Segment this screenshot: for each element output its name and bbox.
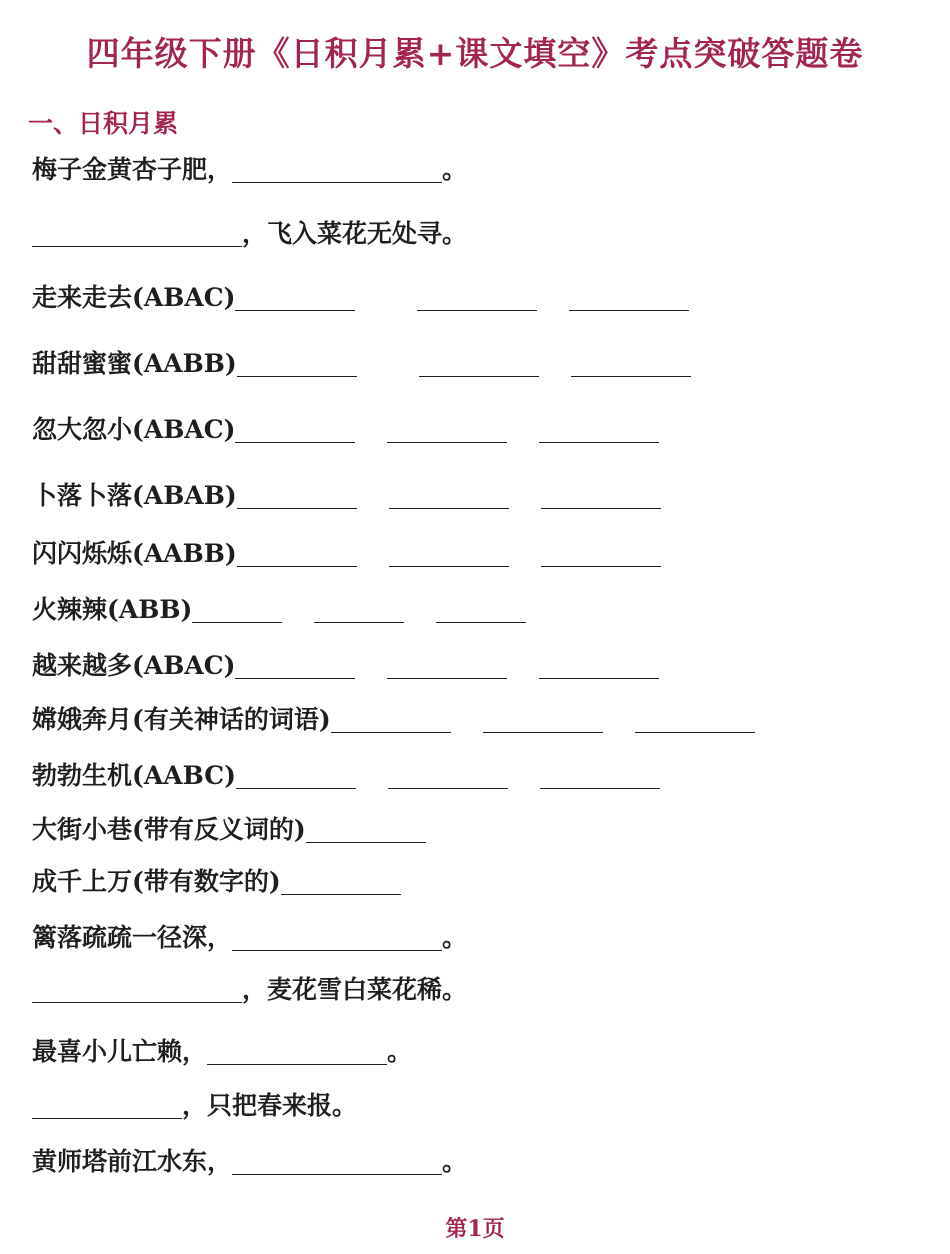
answer-blank[interactable] xyxy=(540,762,660,789)
question-line xyxy=(32,650,659,682)
answer-blank[interactable] xyxy=(192,596,282,623)
question-text: 越来越多(ABAC) xyxy=(32,651,236,680)
question-text: 黄师塔前江水东， xyxy=(32,1147,233,1176)
question-line xyxy=(32,760,660,792)
answer-blank[interactable] xyxy=(235,652,355,679)
question-line xyxy=(32,1036,412,1068)
answer-blank[interactable] xyxy=(417,284,537,311)
answer-blank[interactable] xyxy=(331,706,451,733)
question-text: 闪闪烁烁(AABB) xyxy=(32,539,237,568)
question-line xyxy=(32,218,467,250)
answer-blank[interactable] xyxy=(232,1148,442,1175)
answer-blank[interactable] xyxy=(387,416,507,443)
answer-blank[interactable] xyxy=(569,284,689,311)
question-line xyxy=(32,282,689,314)
question-text: 甜甜蜜蜜(AABB) xyxy=(32,349,237,378)
question-line xyxy=(32,974,467,1006)
answer-blank[interactable] xyxy=(32,220,242,247)
answer-blank[interactable] xyxy=(483,706,603,733)
question-line xyxy=(32,348,691,380)
question-text: 勃勃生机(AABC) xyxy=(32,761,236,790)
page-number: 第1页 xyxy=(445,1216,505,1242)
question-text: 最喜小儿亡赖， xyxy=(32,1037,208,1066)
question-line xyxy=(32,922,467,954)
question-text-after: ，麦花雪白菜花稀。 xyxy=(242,975,468,1004)
section-heading: 一、日积月累 xyxy=(28,109,179,138)
question-line xyxy=(32,154,467,186)
answer-blank[interactable] xyxy=(237,350,357,377)
answer-blank[interactable] xyxy=(232,156,442,183)
answer-blank[interactable] xyxy=(32,1092,182,1119)
answer-blank[interactable] xyxy=(306,816,426,843)
question-text: 大街小巷(带有反义词的) xyxy=(32,815,306,844)
question-text: 卜落卜落(ABAB) xyxy=(32,481,237,510)
question-text: 忽大忽小(ABAC) xyxy=(32,415,236,444)
answer-blank[interactable] xyxy=(207,1038,387,1065)
answer-blank[interactable] xyxy=(419,350,539,377)
answer-blank[interactable] xyxy=(539,652,659,679)
answer-blank[interactable] xyxy=(237,540,357,567)
question-text-after: ，只把春来报。 xyxy=(182,1091,358,1120)
answer-blank[interactable] xyxy=(389,540,509,567)
question-text: 成千上万(带有数字的) xyxy=(32,867,281,896)
question-text: 篱落疏疏一径深， xyxy=(32,923,233,952)
answer-blank[interactable] xyxy=(314,596,404,623)
answer-blank[interactable] xyxy=(237,482,357,509)
question-line xyxy=(32,1146,467,1178)
question-text-after: 。 xyxy=(442,1147,468,1176)
question-text-after: ，飞入菜花无处寻。 xyxy=(242,219,468,248)
answer-blank[interactable] xyxy=(539,416,659,443)
question-line xyxy=(32,538,661,570)
question-text: 走来走去(ABAC) xyxy=(32,283,236,312)
question-line xyxy=(32,480,661,512)
page-title: 四年级下册《日积月累+课文填空》考点突破答题卷 xyxy=(86,34,864,73)
question-line xyxy=(32,704,755,736)
question-text-after: 。 xyxy=(442,155,468,184)
question-line xyxy=(32,1090,357,1122)
answer-blank[interactable] xyxy=(235,284,355,311)
question-text-after: 。 xyxy=(442,923,468,952)
answer-blank[interactable] xyxy=(635,706,755,733)
answer-blank[interactable] xyxy=(236,762,356,789)
answer-blank[interactable] xyxy=(571,350,691,377)
question-text: 梅子金黄杏子肥， xyxy=(32,155,233,184)
answer-blank[interactable] xyxy=(436,596,526,623)
answer-blank[interactable] xyxy=(235,416,355,443)
answer-blank[interactable] xyxy=(541,540,661,567)
question-line xyxy=(32,814,426,846)
question-text-after: 。 xyxy=(387,1037,413,1066)
question-text: 嫦娥奔月(有关神话的词语) xyxy=(32,705,331,734)
answer-blank[interactable] xyxy=(281,868,401,895)
question-line xyxy=(32,866,401,898)
question-line xyxy=(32,414,659,446)
question-text: 火辣辣(ABB) xyxy=(32,595,193,624)
answer-blank[interactable] xyxy=(387,652,507,679)
answer-blank[interactable] xyxy=(388,762,508,789)
answer-blank[interactable] xyxy=(389,482,509,509)
question-line xyxy=(32,594,526,626)
answer-blank[interactable] xyxy=(541,482,661,509)
answer-blank[interactable] xyxy=(32,976,242,1003)
answer-blank[interactable] xyxy=(232,924,442,951)
